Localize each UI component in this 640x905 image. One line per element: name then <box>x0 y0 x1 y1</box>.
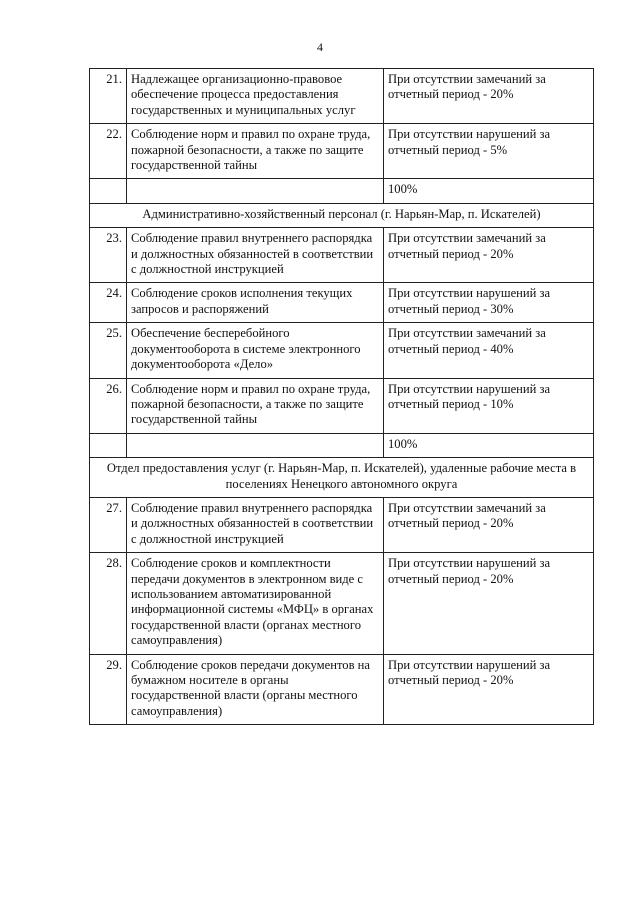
criterion-text: Соблюдение сроков и комплектности передачи документов в электронном виде с использованием автоматизированной информационной системы «МФЦ» в органах государственной власти (органах местного самоуправления) <box>127 553 384 654</box>
row-number: 21. <box>90 69 127 124</box>
table-row <box>90 69 594 124</box>
row-number: 22. <box>90 124 127 179</box>
condition-text: При отсутствии замечаний за отчетный период - 40% <box>384 323 594 378</box>
total-value: 100% <box>384 433 594 457</box>
empty-cell <box>127 179 384 203</box>
section-heading-row <box>90 458 594 498</box>
condition-text: При отсутствии нарушений за отчетный период - 10% <box>384 378 594 433</box>
table-row <box>90 497 594 552</box>
condition-text: При отсутствии нарушений за отчетный период - 30% <box>384 283 594 323</box>
empty-cell <box>90 179 127 203</box>
page-number: 4 <box>317 40 323 54</box>
table-row <box>90 323 594 378</box>
criterion-text: Соблюдение норм и правил по охране труда, пожарной безопасности, а также по защите государственной тайны <box>127 124 384 179</box>
section-heading-row <box>90 203 594 227</box>
table-row <box>90 124 594 179</box>
criterion-text: Соблюдение сроков исполнения текущих запросов и распоряжений <box>127 283 384 323</box>
criterion-text: Соблюдение норм и правил по охране труда, пожарной безопасности, а также по защите государственной тайны <box>127 378 384 433</box>
total-value: 100% <box>384 179 594 203</box>
table-row <box>90 553 594 654</box>
condition-text: При отсутствии нарушений за отчетный период - 5% <box>384 124 594 179</box>
row-number: 26. <box>90 378 127 433</box>
section-heading: Административно-хозяйственный персонал (г. Нарьян-Мар, п. Искателей) <box>90 203 594 227</box>
criterion-text: Обеспечение бесперебойного документооборота в системе электронного документооборота «Дело» <box>127 323 384 378</box>
table-row <box>90 654 594 725</box>
table-row <box>90 378 594 433</box>
row-number: 28. <box>90 553 127 654</box>
condition-text: При отсутствии замечаний за отчетный период - 20% <box>384 69 594 124</box>
total-row <box>90 179 594 203</box>
row-number: 24. <box>90 283 127 323</box>
criterion-text: Соблюдение сроков передачи документов на бумажном носителе в органы государственной власти (органы местного самоуправления) <box>127 654 384 725</box>
empty-cell <box>127 433 384 457</box>
section-heading: Отдел предоставления услуг (г. Нарьян-Мар, п. Искателей), удаленные рабочие места в поселениях Ненецкого автономного округа <box>90 458 594 498</box>
criteria-table <box>89 68 594 725</box>
row-number: 27. <box>90 497 127 552</box>
criterion-text: Надлежащее организационно-правовое обеспечение процесса предоставления государственных и муниципальных услуг <box>127 69 384 124</box>
table-row <box>90 283 594 323</box>
condition-text: При отсутствии нарушений за отчетный период - 20% <box>384 654 594 725</box>
row-number: 29. <box>90 654 127 725</box>
criterion-text: Соблюдение правил внутреннего распорядка и должностных обязанностей в соответствии с должностной инструкцией <box>127 228 384 283</box>
condition-text: При отсутствии замечаний за отчетный период - 20% <box>384 497 594 552</box>
empty-cell <box>90 433 127 457</box>
table-row <box>90 228 594 283</box>
total-row <box>90 433 594 457</box>
row-number: 25. <box>90 323 127 378</box>
condition-text: При отсутствии нарушений за отчетный период - 20% <box>384 553 594 654</box>
condition-text: При отсутствии замечаний за отчетный период - 20% <box>384 228 594 283</box>
row-number: 23. <box>90 228 127 283</box>
criterion-text: Соблюдение правил внутреннего распорядка и должностных обязанностей в соответствии с должностной инструкцией <box>127 497 384 552</box>
